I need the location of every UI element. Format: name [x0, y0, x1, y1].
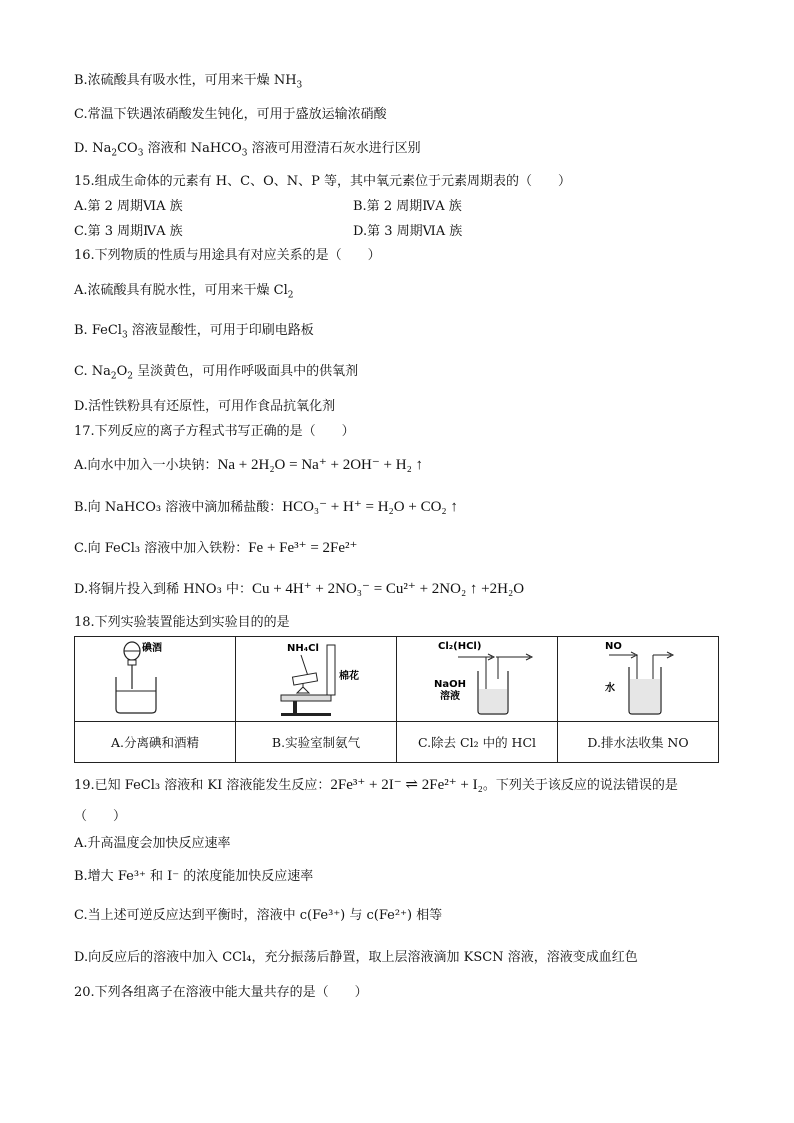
- caption-c: C.除去 Cl₂ 中的 HCl: [397, 722, 558, 763]
- separatory-funnel-figure: [80, 639, 230, 717]
- washing-bottle-figure: [402, 639, 552, 717]
- fig-b-label1: NH₄Cl: [287, 642, 319, 654]
- q19-option-a: A.升高温度会加快反应速率: [74, 836, 231, 851]
- q19-option-b: B.增大 Fe³⁺ 和 I⁻ 的浓度能加快反应速率: [74, 869, 314, 884]
- q19-paren: （ ）: [74, 809, 127, 824]
- q17-stem: 17.下列反应的离子方程式书写正确的是（ ）: [74, 424, 355, 439]
- ammonia-generation-figure: [241, 639, 391, 717]
- q19-option-d: D.向反应后的溶液中加入 CCl₄，充分振荡后静置，取上层溶液滴加 KSCN 溶液，溶液变成血红色: [74, 950, 638, 965]
- q19-option-c: C.当上述可逆反应达到平衡时，溶液中 c(Fe³⁺) 与 c(Fe²⁺) 相等: [74, 908, 443, 923]
- fig-c-label3: 溶液: [440, 690, 460, 702]
- q19-equation: 2Fe³⁺ + 2I⁻ ⇌ 2Fe²⁺ + I₂: [330, 777, 483, 793]
- q16-option-d: D.活性铁粉具有还原性，可用作食品抗氧化剂: [74, 399, 336, 414]
- q17-a-equation: Na + 2H₂O = Na⁺ + 2OH⁻ + H₂ ↑: [217, 457, 424, 473]
- figure-c-cell: [397, 637, 558, 722]
- fig-d-label2: 水: [605, 682, 615, 694]
- figure-d-cell: [558, 637, 719, 722]
- figure-b-cell: [236, 637, 397, 722]
- fig-c-label2: NaOH: [434, 678, 466, 690]
- figure-a-cell: [75, 637, 236, 722]
- caption-d: D.排水法收集 NO: [558, 722, 719, 763]
- q17-b-equation: HCO₃⁻ + H⁺ = H₂O + CO₂ ↑: [282, 499, 458, 515]
- q17-d-equation: Cu + 4H⁺ + 2NO₃⁻ = Cu²⁺ + 2NO₂ ↑ +2H₂O: [251, 581, 525, 597]
- fig-c-label1: Cl₂(HCl): [438, 640, 482, 652]
- q15-option-c: C.第 3 周期ⅣA 族: [74, 224, 183, 239]
- caption-a: A.分离碘和酒精: [75, 722, 236, 763]
- q17-c-equation: Fe + Fe³⁺ = 2Fe²⁺: [248, 540, 358, 556]
- caption-b: B.实验室制氨气: [236, 722, 397, 763]
- q16-option-b: B. FeCl$_3$ 溶液显酸性，可用于印刷电路板: [74, 323, 314, 341]
- q14-option-c: C.常温下铁遇浓硝酸发生钝化，可用于盛放运输浓硝酸: [74, 107, 387, 122]
- q16-option-c: C. $Na_2O_2$ 呈淡黄色，可用作呼吸面具中的供氧剂: [74, 364, 359, 382]
- q16-option-a: A.浓硫酸具有脱水性，可用来干燥 $Cl_2$: [74, 283, 294, 301]
- q18-apparatus-table: [74, 636, 719, 763]
- q18-stem: 18.下列实验装置能达到实验目的的是: [74, 615, 290, 630]
- q15-option-a: A.第 2 周期ⅥA 族: [74, 199, 183, 214]
- q15-option-b: B.第 2 周期ⅣA 族: [353, 199, 462, 214]
- q17-option-d: D.将铜片投入到稀 HNO₃ 中：Cu + 4H⁺ + 2NO₃⁻ = Cu²⁺ + 2NO₂ ↑ +2H₂O: [74, 581, 525, 597]
- fig-b-label2: 棉花: [339, 670, 359, 682]
- fig-a-label: 碘酒: [142, 642, 162, 654]
- q17-option-c: C.向 FeCl₃ 溶液中加入铁粉：Fe + Fe³⁺ = 2Fe²⁺: [74, 540, 358, 556]
- q20-stem: 20.下列各组离子在溶液中能大量共存的是（ ）: [74, 985, 368, 1000]
- q15-option-d: D.第 3 周期ⅥA 族: [353, 224, 463, 239]
- q16-stem: 16.下列物质的性质与用途具有对应关系的是（ ）: [74, 248, 381, 263]
- q17-option-a: A.向水中加入一小块钠：Na + 2H₂O = Na⁺ + 2OH⁻ + H₂ ↑: [74, 457, 424, 473]
- q14-option-d: D. $Na_2CO_3$ 溶液和 NaHCO$_3$ 溶液可用澄清石灰水进行区别: [74, 141, 421, 159]
- q14-option-b: B.浓硫酸具有吸水性，可用来干燥 $NH_3$: [74, 73, 303, 91]
- water-displacement-figure: [563, 639, 713, 717]
- fig-d-label1: NO: [605, 640, 622, 652]
- q17-option-b: B.向 NaHCO₃ 溶液中滴加稀盐酸：HCO₃⁻ + H⁺ = H₂O + CO₂ ↑: [74, 499, 458, 515]
- q15-stem: 15.组成生命体的元素有 H、C、O、N、P 等，其中氧元素位于元素周期表的（ ）: [74, 174, 572, 189]
- q19-stem: 19.已知 FeCl₃ 溶液和 KI 溶液能发生反应：2Fe³⁺ + 2I⁻ ⇌ 2Fe²⁺ + I₂。下列关于该反应的说法错误的是: [74, 777, 678, 793]
